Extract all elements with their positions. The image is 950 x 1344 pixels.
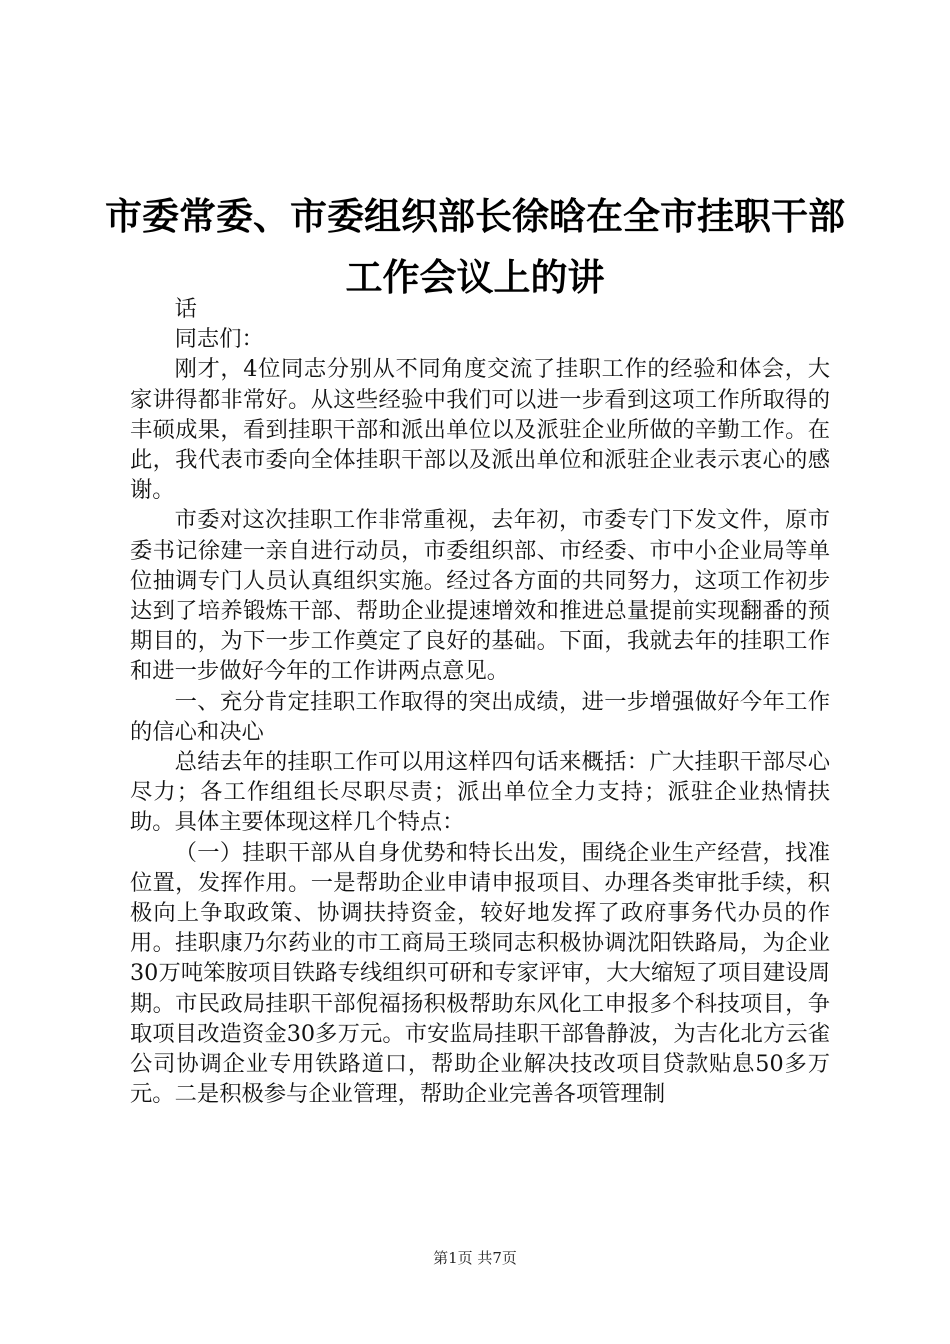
document-title-line-2: 工作会议上的讲: [345, 255, 605, 299]
paragraph: 刚才，4位同志分别从不同角度交流了挂职工作的经验和体会，大家讲得都非常好。从这些经验中我们可以进一步看到这项工作所取得的丰硕成果，看到挂职干部和派出单位以及派驻企业所做的辛勤工作。在此，我代表市委向全体挂职干部以及派出单位和派驻企业表示衷心的感谢。: [130, 356, 830, 504]
page-number-footer: 第1页 共7页: [433, 1249, 517, 1267]
section-heading: 一、充分肯定挂职工作取得的突出成绩，进一步增强做好今年工作的信心和决心: [130, 688, 830, 745]
paragraph-salutation: 同志们：: [174, 326, 264, 353]
document-title-line-1: 市委常委、市委组织部长徐晗在全市挂职干部: [105, 194, 845, 238]
paragraph: 话: [174, 296, 197, 322]
document-body: [130, 294, 830, 1109]
paragraph: 市委对这次挂职工作非常重视，去年初，市委专门下发文件，原市委书记徐建一亲自进行动员，市委组织部、市经委、市中小企业局等单位抽调专门人员认真组织实施。经过各方面的共同努力，这项工作初步达到了培养锻炼干部、帮助企业提速增效和推进总量提前实现翻番的预期目的，为下一步工作奠定了良好的基础。下面，我就去年的挂职工作和进一步做好今年的工作讲两点意见。: [130, 507, 830, 685]
paragraph: 总结去年的挂职工作可以用这样四句话来概括：广大挂职干部尽心尽力；各工作组组长尽职尽责；派出单位全力支持；派驻企业热情扶助。具体主要体现这样几个特点：: [130, 749, 830, 836]
paragraph: （一）挂职干部从自身优势和特长出发，围绕企业生产经营，找准位置，发挥作用。一是帮助企业申请申报项目、办理各类审批手续，积极向上争取政策、协调扶持资金，较好地发挥了政府事务代办员的作用。挂职康乃尔药业的市工商局王琰同志积极协调沈阳铁路局，为企业30万吨笨胺项目铁路专线组织可研和专家评审，大大缩短了项目建设周期。市民政局挂职干部倪福扬积极帮助东风化工申报多个科技项目，争取项目改造资金30多万元。市安监局挂职干部鲁静波，为吉化北方云雀公司协调企业专用铁路道口，帮助企业解决技改项目贷款贴息50多万元。二是积极参与企业管理，帮助企业完善各项管理制: [130, 839, 830, 1108]
